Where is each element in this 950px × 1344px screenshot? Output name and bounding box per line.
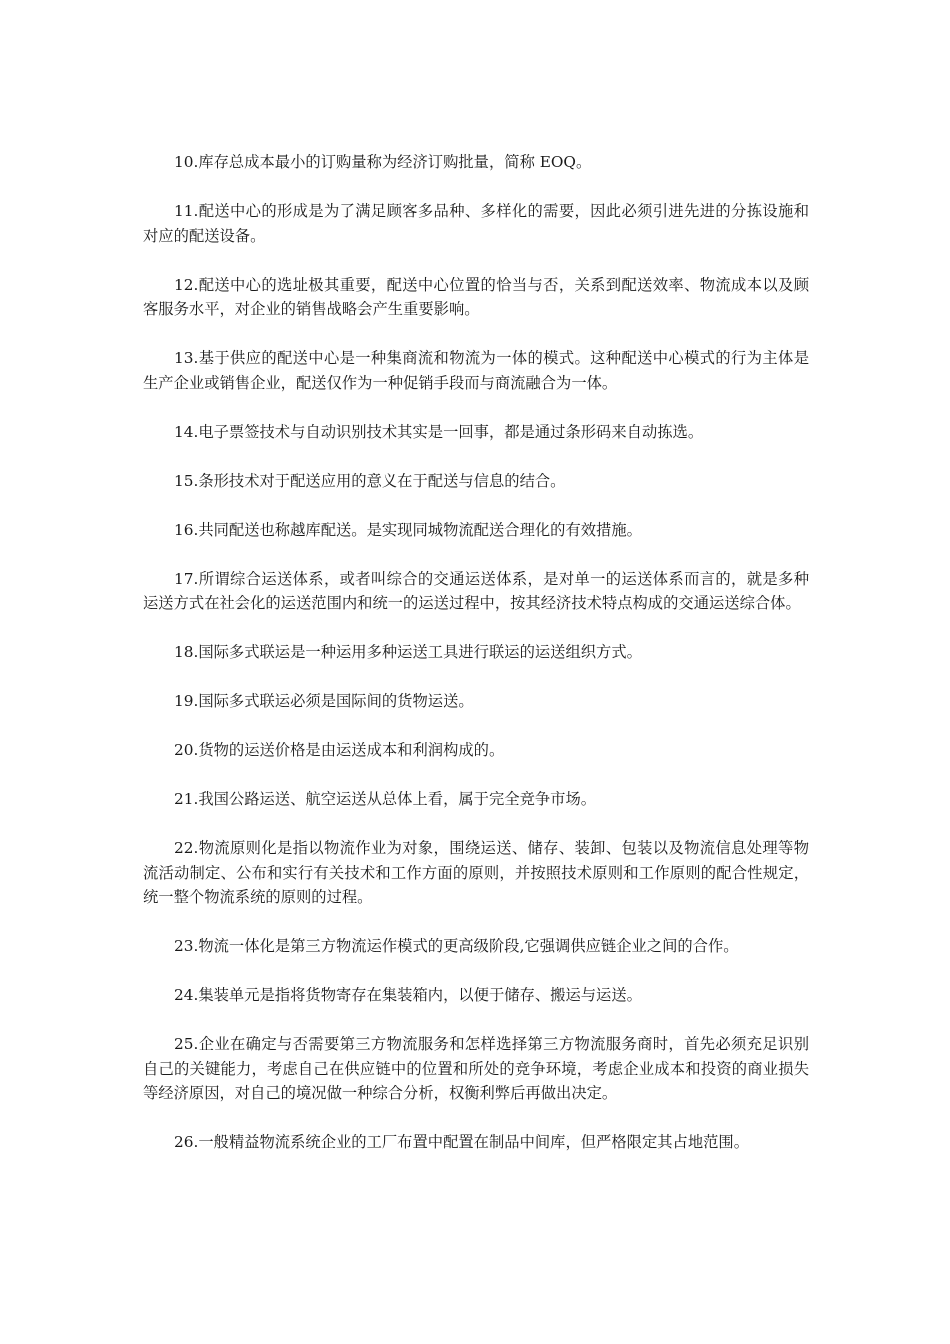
statement-24: 24.集装单元是指将货物寄存在集装箱内，以便于储存、搬运与运送。: [174, 986, 642, 1004]
statement-25: 25.企业在确定与否需要第三方物流服务和怎样选择第三方物流服务商时，首先必须充足识别自己的关键能力，考虑自己在供应链中的位置和所处的竞争环境，考虑企业成本和投资的商业损失等经济原因，对自己的境况做一种综合分析，权衡利弊后再做出决定。: [143, 1035, 809, 1102]
statement-20: 20.货物的运送价格是由运送成本和利润构成的。: [174, 741, 505, 759]
statement-23: 23.物流一体化是第三方物流运作模式的更高级阶段,它强调供应链企业之间的合作。: [174, 937, 739, 955]
statement-18: 18.国际多式联运是一种运用多种运送工具进行联运的运送组织方式。: [174, 643, 642, 661]
statement-16: 16.共同配送也称越库配送。是实现同城物流配送合理化的有效措施。: [174, 520, 642, 539]
statement-21: 21.我国公路运送、航空运送从总体上看，属于完全竞争市场。: [174, 790, 597, 808]
statement-14: 14.电子票签技术与自动识别技术其实是一回事，都是通过条形码来自动拣选。: [174, 422, 704, 441]
statement-19: 19.国际多式联运必须是国际间的货物运送。: [174, 692, 474, 710]
statement-11: 11.配送中心的形成是为了满足顾客多品种、多样化的需要，因此必须引进先进的分拣设施和对应的配送设备。: [143, 202, 809, 245]
statement-26: 26.一般精益物流系统企业的工厂布置中配置在制品中间库，但严格限定其占地范围。: [174, 1133, 750, 1151]
statement-10: 10.库存总成本最小的订购量称为经济订购批量，简称 EOQ。: [174, 153, 592, 171]
statement-13: 13.基于供应的配送中心是一种集商流和物流为一体的模式。这种配送中心模式的行为主体是生产企业或销售企业，配送仅作为一种促销手段而与商流融合为一体。: [143, 349, 809, 392]
document-body: [143, 150, 809, 1179]
statement-15: 15.条形技术对于配送应用的意义在于配送与信息的结合。: [174, 471, 566, 490]
statement-17: 17.所谓综合运送体系，或者叫综合的交通运送体系，是对单一的运送体系而言的，就是多种运送方式在社会化的运送范围内和统一的运送过程中，按其经济技术特点构成的交通运送综合体。: [143, 569, 809, 612]
statement-12: 12.配送中心的选址极其重要，配送中心位置的恰当与否，关系到配送效率、物流成本以及顾客服务水平，对企业的销售战略会产生重要影响。: [143, 275, 809, 318]
statement-22: 22.物流原则化是指以物流作业为对象，围绕运送、储存、装卸、包装以及物流信息处理等物流活动制定、公布和实行有关技术和工作方面的原则，并按照技术原则和工作原则的配合性规定，统一整个物流系统的原则的过程。: [143, 839, 809, 906]
